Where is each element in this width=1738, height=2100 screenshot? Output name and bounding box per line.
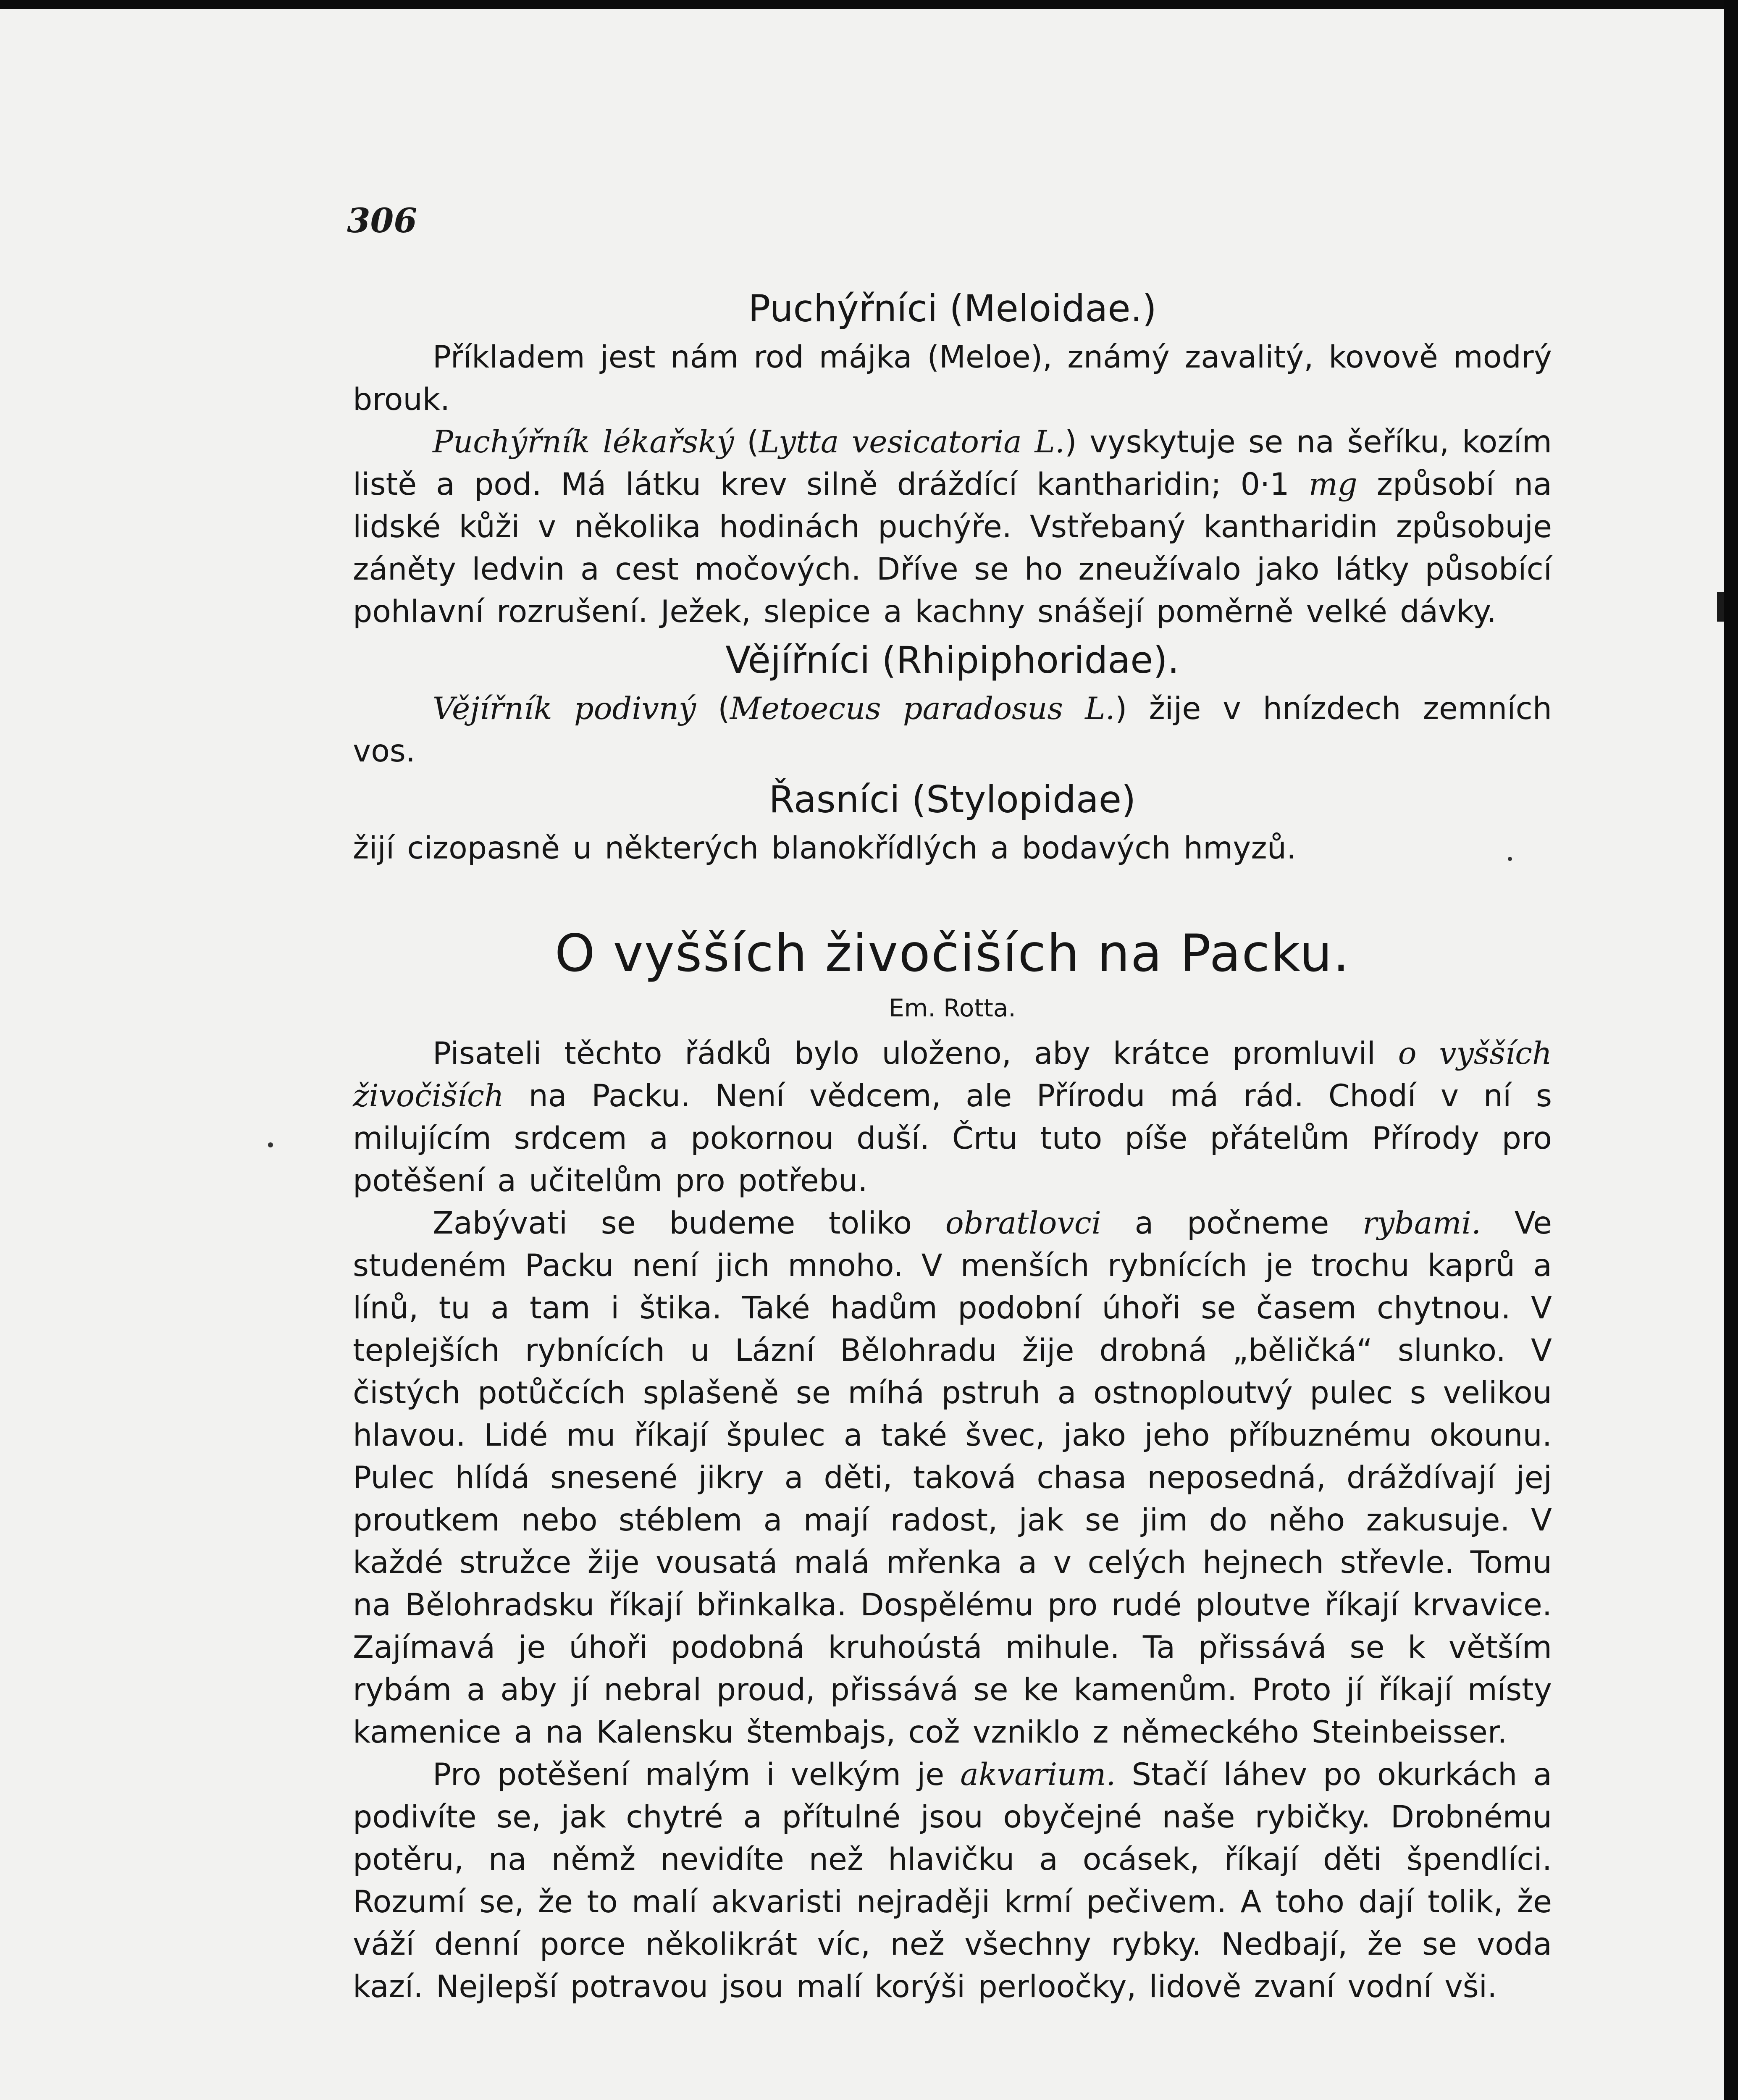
paragraph-rhipiphoridae — [353, 688, 1552, 772]
section-heading-stylopidae: Řasníci (Stylopidae) — [769, 778, 1136, 821]
paragraph-stylopidae: žijí cizopasně u některých blanokřídlých a bodavých hmyzů. — [353, 830, 1297, 866]
article-paragraph-2 — [353, 1202, 1552, 1754]
text-run: Pisateli těchto řádků bylo uloženo, aby krátce promluvil — [433, 1036, 1398, 1071]
text-run: způsobí na lidské kůži v několika hodinách puchýře. Vstřebaný kantharidin způsobuje záněty ledvin a cest močových. Dříve se ho zneužívalo jako látky působící pohlavní rozrušení. Ježek, slepice a kachny snášejí poměrně velké dávky. — [353, 467, 1552, 630]
emphasis: akvarium. — [960, 1757, 1116, 1793]
scan-border-right — [1724, 0, 1738, 2100]
text-run: ) vyskytuje se na šeříku, kozím listě a pod. Má látku krev silně dráždící kantharidin; 0·1 — [353, 424, 1552, 502]
unit-mg: mg — [1308, 467, 1357, 502]
page-content — [353, 281, 1552, 2008]
latin-name: Metoecus paradosus L. — [730, 691, 1115, 727]
latin-name: Lytta vesicatoria L. — [759, 424, 1065, 460]
text-run: Pro potěšení malým i velkým je — [433, 1757, 961, 1793]
article-paragraph-3 — [353, 1754, 1552, 2008]
text-run: ( — [696, 691, 730, 727]
text-run: ) žije v hnízdech zemních vos. — [353, 691, 1552, 769]
text-run: a počneme — [1101, 1205, 1363, 1241]
scan-speck — [268, 1142, 273, 1147]
section-heading-rhipiphoridae: Vějířníci (Rhipiphoridae). — [725, 638, 1179, 682]
emphasis: o vyšších živočiších — [353, 1036, 1552, 1114]
article-title: O vyšších živočiších na Packu. — [554, 924, 1350, 983]
text-run: Ve studeném Packu není jich mnoho. V menších rybnících je trochu kaprů a línů, tu a tam i štika. Také hadům podobní úhoři se časem chytnou. V teplejších rybnících u Lázní Bělohradu žije drobná „běličká“ slunko. V čistých potůčcích splašeně se míhá pstruh a ostnoploutvý pulec s velikou hlavou. Lidé mu říkají špulec a také švec, jako jeho příbuznému okounu. Pulec hlídá snesené jikry a děti, taková chasa neposedná, dráždívají jej proutkem nebo stéblem a mají radost, jak se jim do něho zakusuje. V každé stružce žije vousatá malá mřenka a v celých hejnech střevle. Tomu na Bělohradsku říkají břinkalka. Dospělému pro rudé ploutve říkají krvavice. Zajímavá je úhoři podobná kruhoústá mihule. Ta přissává se k větším rybám a aby jí nebral proud, přissává se ke kamenům. Proto jí říkají místy kamenice a na Kalensku štembajs, což vzniklo z německého Steinbeisser. — [353, 1205, 1552, 1750]
species-name: Puchýřník lékařský — [433, 424, 734, 460]
text-run: Stačí láhev po okurkách a podivíte se, jak chytré a přítulné jsou obyčejné naše rybičky. Drobnému potěru, na němž nevidíte než hlavičku a ocásek, říkají děti špendlíci. Rozumí se, že to malí akvaristi nejraději krmí pečivem. A toho dají tolik, že váží denní porce několikrát víc, než všechny rybky. Nedbají, že se voda kazí. Nejlepší potravou jsou malí korýši perloočky, lidově zvaní vodní vši. — [353, 1757, 1552, 2005]
paragraph-meloidae-2 — [353, 421, 1552, 633]
paragraph-meloidae-1: Příkladem jest nám rod májka (Meloe), známý zavalitý, kovově modrý brouk. — [353, 339, 1552, 417]
scan-border-top — [0, 0, 1738, 9]
article-paragraph-1 — [353, 1032, 1552, 1202]
text-run: na Packu. Není vědcem, ale Přírodu má rád. Chodí v ní s milujícím srdcem a pokornou duší. Črtu tuto píše přátelům Přírody pro potěšení a učitelům pro potřebu. — [353, 1078, 1552, 1199]
section-heading-meloidae: Puchýřníci (Meloidae.) — [748, 287, 1157, 330]
page-number: 306 — [347, 201, 417, 240]
text-run: ( — [734, 424, 759, 460]
emphasis: obratlovci — [945, 1205, 1101, 1241]
emphasis: rybami. — [1363, 1205, 1481, 1241]
scan-edge-mark — [1717, 592, 1724, 622]
species-name: Vějířník podivný — [433, 691, 696, 727]
text-run: Zabývati se budeme toliko — [433, 1205, 945, 1241]
article-author: Em. Rotta. — [889, 994, 1016, 1022]
